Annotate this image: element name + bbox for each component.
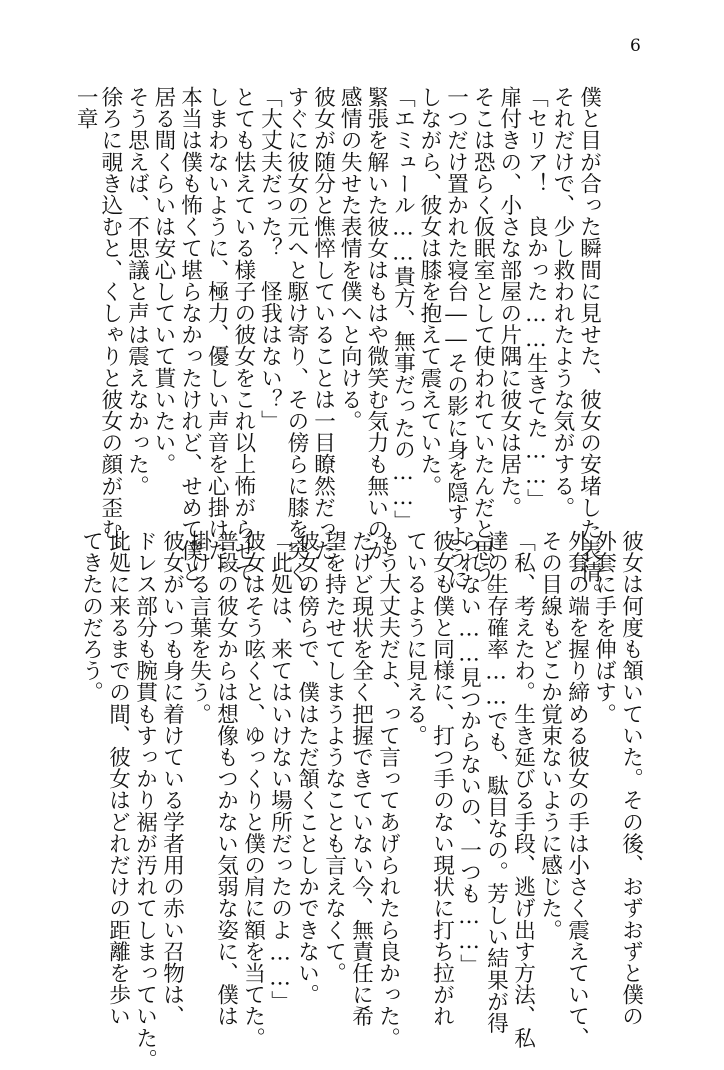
text-line: 達の生存確率……でも、駄目なの。芳しい結果が得 bbox=[483, 530, 509, 1034]
text-line: すぐに彼女の元へと駆け寄り、その傍らに膝を突く。 bbox=[283, 86, 309, 605]
text-line: ドレス部分も腕貫もすっかり裾が汚れてしまっていた。 bbox=[132, 530, 158, 1070]
text-line: 「大丈夫だった？ 怪我はない？」 bbox=[257, 86, 283, 432]
text-line: 「エミュール……貴方、無事だったの……」 bbox=[390, 86, 416, 532]
text-line: 扉付きの、小さな部屋の片隅に彼女は居た。 bbox=[496, 86, 522, 518]
text-line: しながら、彼女は膝を抱えて震えていた。 bbox=[416, 86, 442, 497]
text-line: 本当は僕も怖くて堪らなかったけれど、せめて僕と bbox=[177, 86, 203, 583]
text-line: 一つだけ置かれた寝台――その影に身を隠すように bbox=[443, 86, 469, 590]
text-line: もう大丈夫だよ、って言ってあげられたら良かった。 bbox=[375, 530, 401, 1049]
text-line: 望を持たせてしまうようなことも言えなくて。 bbox=[321, 530, 347, 984]
page-number: 6 bbox=[630, 36, 641, 56]
text-line: 此処に来るまでの間、彼女はどれだけの距離を歩い bbox=[105, 530, 131, 1027]
text-line: とても怯えている様子の彼女をこれ以上怖がらせて bbox=[230, 86, 256, 583]
text-line: 掛ける言葉を失う。 bbox=[186, 530, 212, 725]
text-line: 「此処は、来てはいけない場所だったのよ……」 bbox=[267, 530, 293, 1012]
text-line: 彼女が随分と憔悴していることは一目瞭然だった。 bbox=[310, 86, 336, 583]
text-line: それだけで、少し救われたような気がする。 bbox=[549, 86, 575, 518]
text-line: られない……見つからないの、一つも……」 bbox=[456, 530, 482, 976]
text-line: 「セリア！ 良かった……生きてた……」 bbox=[523, 86, 549, 510]
text-line: 彼女の傍らで、僕はただ頷くことしかできない。 bbox=[294, 530, 320, 1006]
text-line: 居る間くらいは安心していて貰いたい。 bbox=[150, 86, 176, 475]
text-line: 外套の端を握り締める彼女の手は小さく震えていて、 bbox=[564, 530, 590, 1049]
text-line: 「私、考えたわ。生き延びる手段、逃げ出す方法、私 bbox=[510, 530, 536, 1049]
text-line: そう思えば、不思議と声は震えなかった。 bbox=[124, 86, 150, 497]
text-line: 外套に手を伸ばす。 bbox=[591, 530, 617, 725]
chapter-title: 一章 bbox=[73, 86, 99, 130]
text-line: 彼女がいつも身に着けている学者用の赤い召物は、 bbox=[159, 530, 185, 1027]
text-line: その目線もどこか覚束ないように感じた。 bbox=[537, 530, 563, 941]
text-line: 普段の彼女からは想像もつかない気弱な姿に、僕は bbox=[213, 530, 239, 1027]
text-line: だけど現状を全く把握できていない今、無責任に希 bbox=[348, 530, 374, 1027]
text-line: 感情の失せた表情を僕へと向ける。 bbox=[337, 86, 363, 432]
text-line: てきたのだろう。 bbox=[78, 530, 104, 703]
text-line: 僕と目が合った瞬間に見せた、彼女の安堵した表情。 bbox=[576, 86, 602, 605]
text-line: 彼女は何度も頷いていた。その後、おずおずと僕の bbox=[618, 530, 644, 1027]
text-line: ているように見える。 bbox=[402, 530, 428, 746]
text-line: 彼女はそう呟くと、ゆっくりと僕の肩に額を当てた。 bbox=[240, 530, 266, 1049]
text-line: 緊張を解いた彼女はもはや微笑む気力も無いのか、 bbox=[363, 86, 389, 583]
text-line: しまわないように、極力、優しい声音を心掛けた。 bbox=[204, 86, 230, 583]
text-line: 彼女も僕と同様に、打つ手のない現状に打ち拉がれ bbox=[429, 530, 455, 1027]
text-line: そこは恐らく仮眠室として使われていたんだと思う。 bbox=[470, 86, 496, 605]
text-line: 徐ろに覗き込むと、くしゃりと彼女の顔が歪む。 bbox=[97, 86, 123, 562]
